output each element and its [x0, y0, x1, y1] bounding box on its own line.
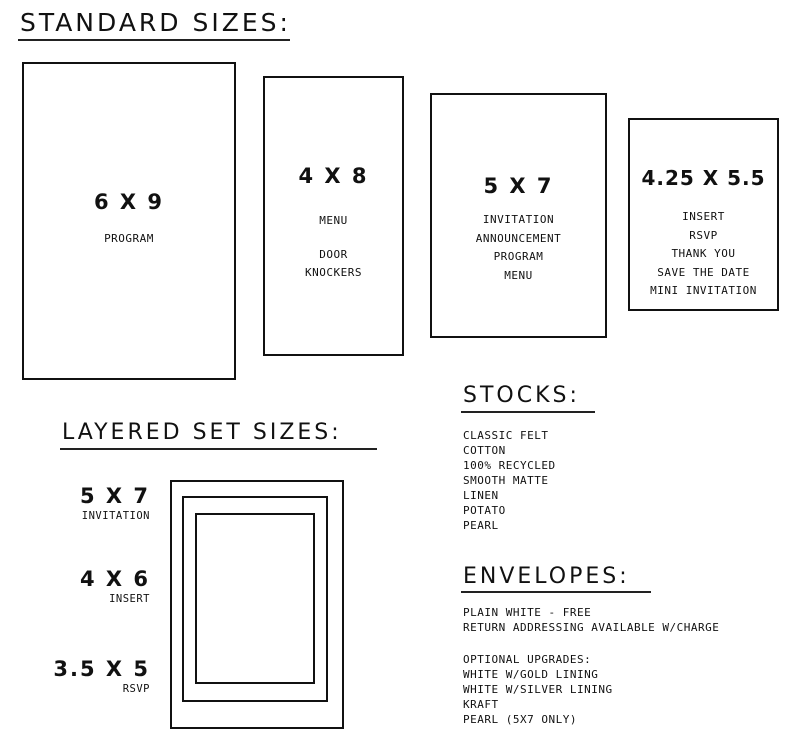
card-uses	[24, 230, 234, 249]
card-size-label: 4 X 8	[298, 164, 369, 188]
card-use-item: ANNOUNCEMENT	[475, 231, 562, 245]
stock-item: PEARL	[463, 519, 499, 532]
card-use-item: MENU	[319, 214, 348, 227]
layer-size-rsvp	[0, 656, 150, 696]
envelopes-heading: ENVELOPES:	[463, 564, 630, 589]
envelope-upgrade-item: PEARL (5X7 ONLY)	[463, 713, 577, 726]
card-4x8	[263, 76, 404, 356]
standard-sizes-heading: STANDARD SIZES:	[20, 8, 291, 37]
layer-size-value: 3.5 X 5	[53, 657, 150, 681]
card-5x7	[430, 93, 607, 338]
layer-size-label: RSVP	[122, 683, 150, 695]
card-use-item: MINI INVITATION	[650, 284, 757, 297]
layered-set-sizes-underline	[60, 448, 377, 450]
card-use-item: PROGRAM	[104, 232, 154, 245]
card-4-25x5-5	[628, 118, 779, 311]
envelope-upgrade-item: WHITE W/SILVER LINING	[463, 683, 613, 696]
envelope-item: PLAIN WHITE - FREE	[463, 606, 592, 619]
card-use-item: RSVP	[689, 228, 718, 242]
layer-size-value: 5 X 7	[79, 484, 150, 508]
card-size-label: 6 X 9	[93, 190, 165, 214]
stock-item: POTATO	[463, 504, 506, 517]
card-6x9	[22, 62, 236, 380]
card-size-label: 4.25 X 5.5	[641, 166, 766, 190]
layer-inner-3-5x5	[195, 513, 315, 684]
card-uses	[630, 208, 777, 301]
card-uses	[265, 212, 402, 283]
layer-size-insert	[0, 566, 150, 606]
layer-size-label: INVITATION	[81, 510, 150, 522]
layer-size-value: 4 X 6	[79, 567, 150, 591]
envelope-upgrade-item: WHITE W/GOLD LINING	[463, 668, 599, 681]
stocks-heading: STOCKS:	[463, 383, 580, 408]
stock-item: CLASSIC FELT	[463, 429, 549, 442]
card-use-item: INVITATION	[482, 213, 555, 226]
envelope-upgrade-item: KRAFT	[463, 698, 499, 711]
card-use-item: KNOCKERS	[305, 266, 362, 279]
stock-item: COTTON	[463, 444, 506, 457]
layer-size-invitation	[0, 483, 150, 523]
layer-size-label: INSERT	[109, 593, 150, 605]
card-uses	[432, 211, 605, 285]
card-use-spacer	[265, 231, 402, 246]
envelope-upgrades-title: OPTIONAL UPGRADES:	[463, 653, 592, 666]
card-use-item: INSERT	[682, 210, 725, 223]
stock-item: 100% RECYCLED	[463, 459, 556, 472]
card-size-label: 5 X 7	[483, 174, 554, 198]
envelope-item: RETURN ADDRESSING AVAILABLE W/CHARGE	[463, 621, 720, 634]
card-use-item: THANK YOU	[671, 247, 736, 260]
card-use-item: PROGRAM	[493, 250, 544, 263]
stocks-list	[463, 428, 556, 533]
envelopes-list	[463, 605, 719, 635]
stock-item: SMOOTH MATTE	[463, 474, 549, 487]
envelopes-underline	[461, 591, 651, 593]
card-use-item: MENU	[504, 268, 533, 282]
stock-item: LINEN	[463, 489, 499, 502]
standard-sizes-underline	[18, 39, 290, 41]
card-use-item: SAVE THE DATE	[657, 265, 750, 279]
card-use-item: DOOR	[319, 247, 348, 261]
envelope-upgrades-list	[463, 652, 613, 727]
layered-set-sizes-heading: LAYERED SET SIZES:	[62, 420, 342, 445]
stocks-underline	[461, 411, 595, 413]
